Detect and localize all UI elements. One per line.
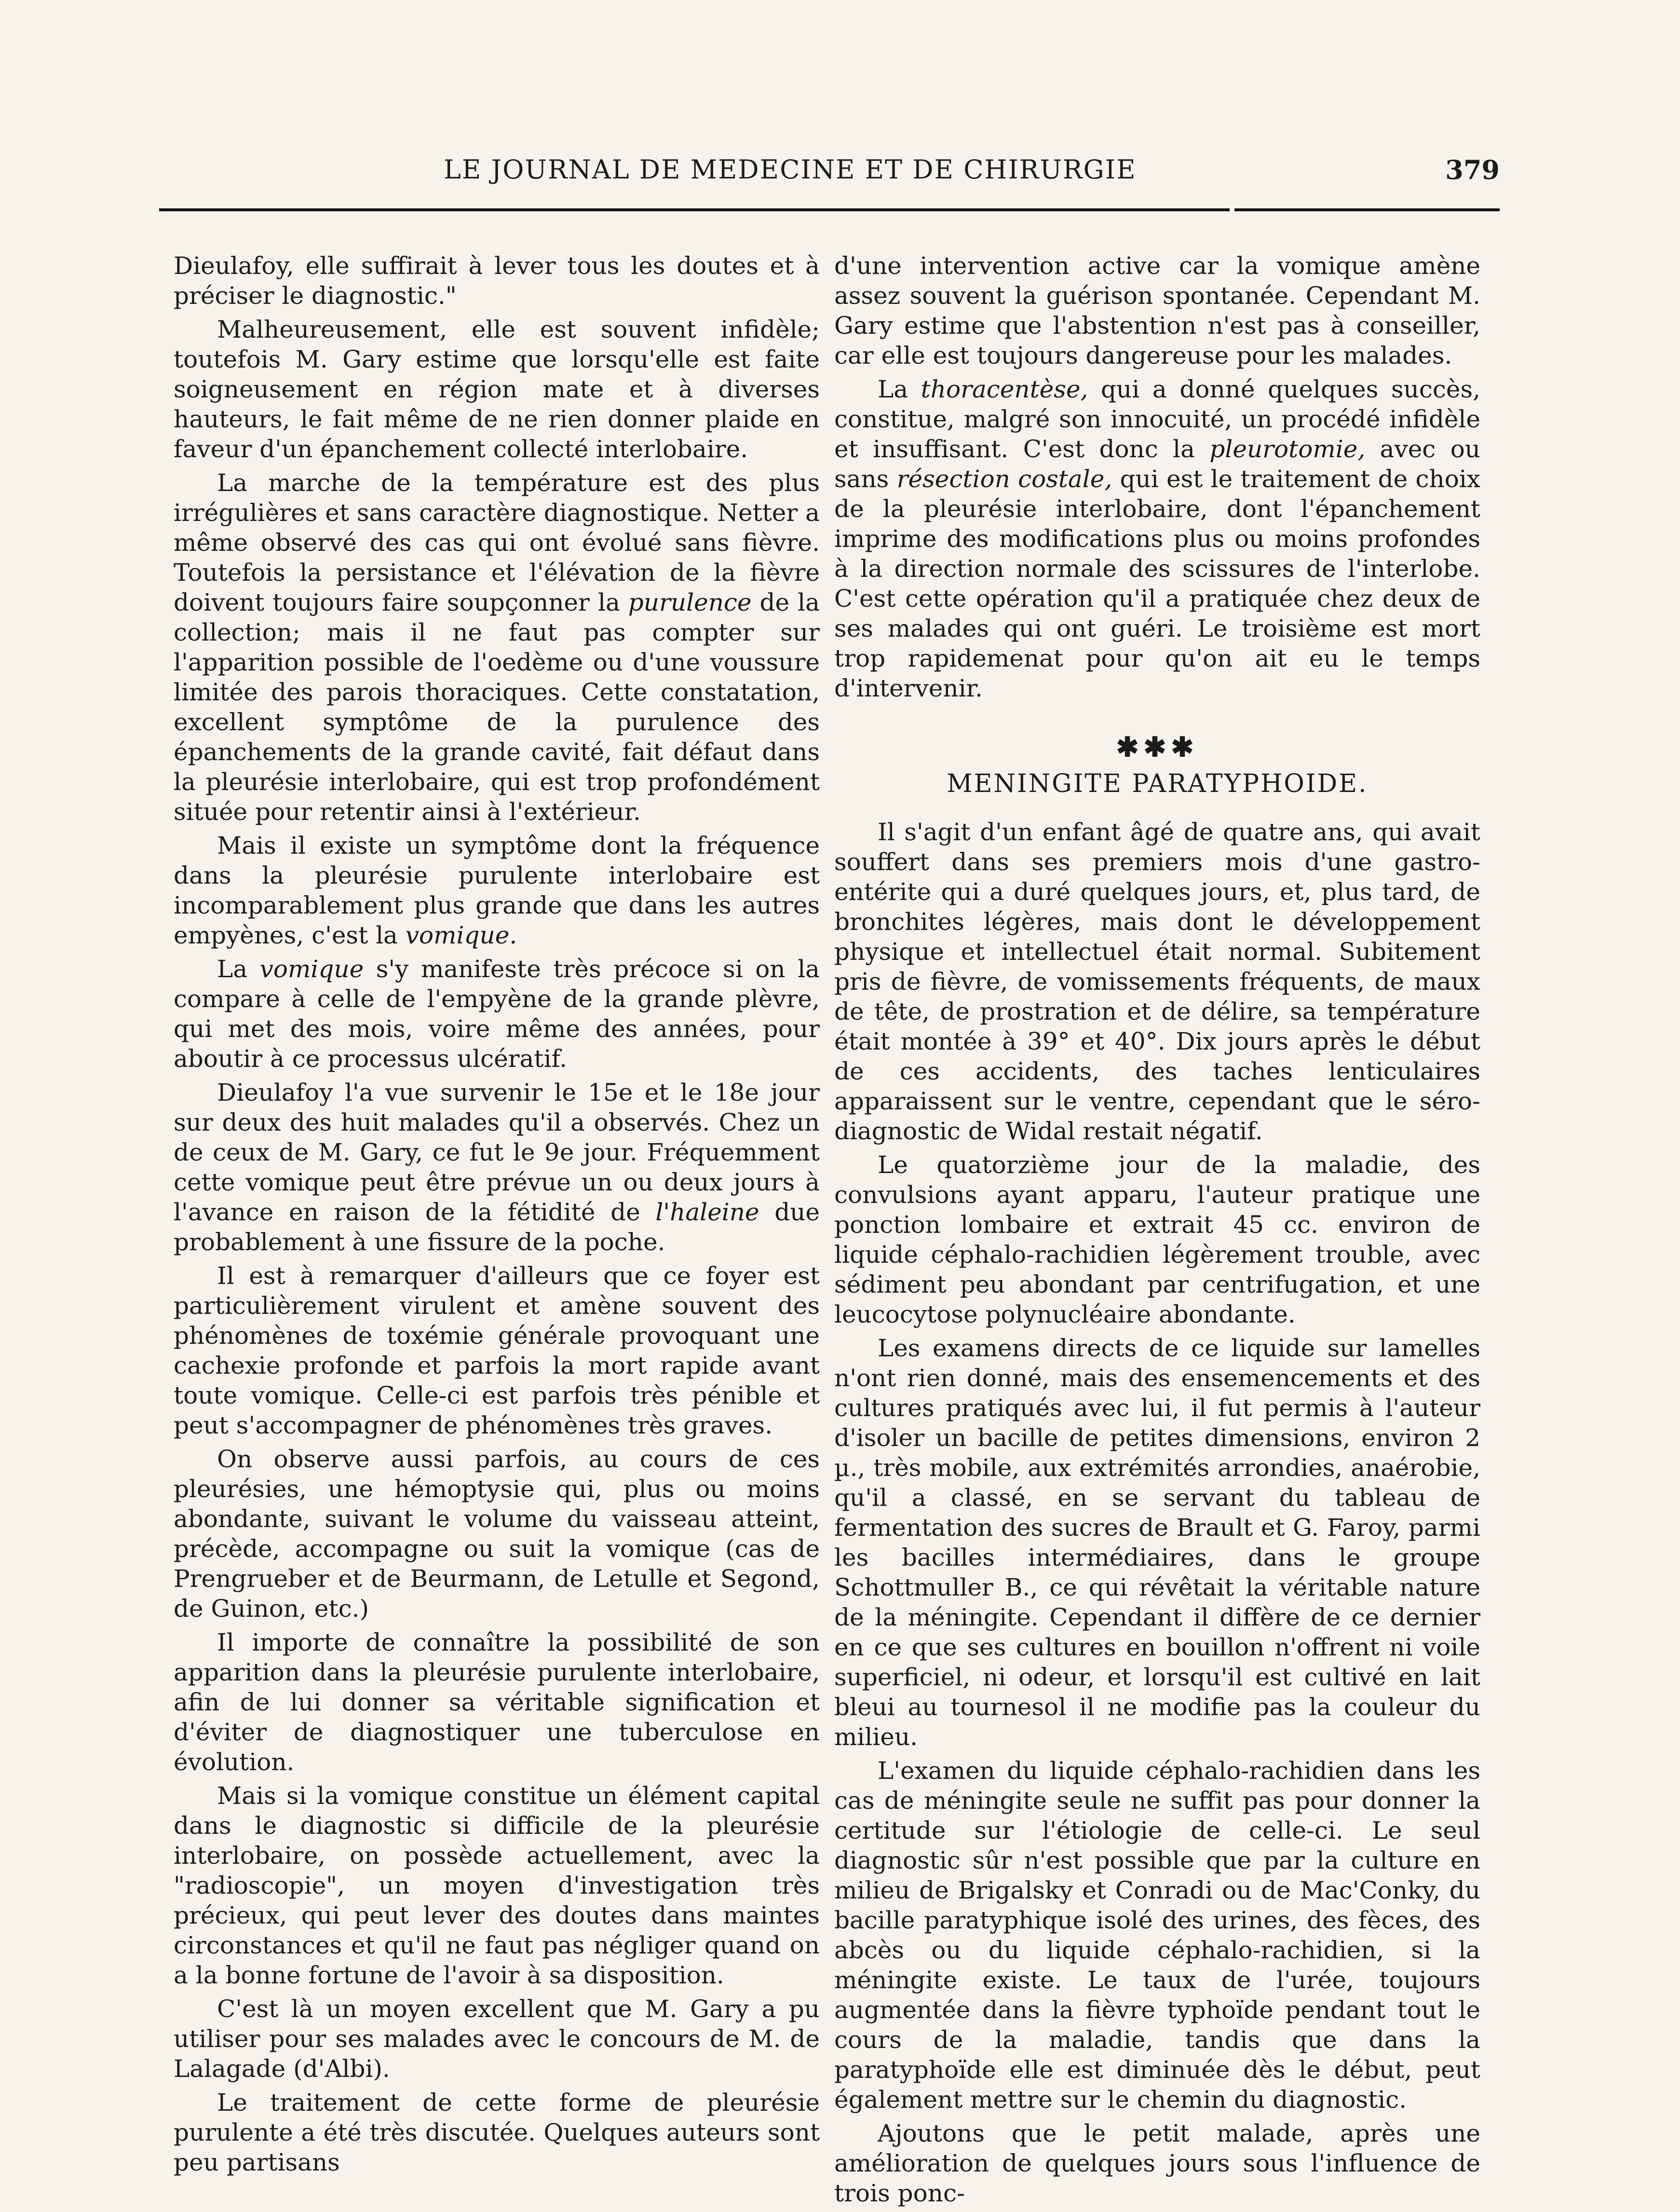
left-column <box>174 251 820 2181</box>
paragraph: On observe aussi parfois, au cours de ces pleurésies, une hémoptysie qui, plus ou moins abondante, suivant le volume du vaisseau atteint, précède, accompagne ou suit la vomique (cas de Prengrueber et de Beurmann, de Letulle et Segond, de Guinon, etc.) <box>174 1445 820 1623</box>
section-title: MENINGITE PARATYPHOIDE. <box>947 769 1368 798</box>
paragraph: Mais il existe un symptôme dont la fréquence dans la pleurésie purulente interlobaire est incomparablement plus grande que dans les autres empyènes, c'est la vomique. <box>174 832 820 949</box>
paragraph: Ajoutons que le petit malade, après une amélioration de quelques jours sous l'influence de trois ponc- <box>834 2119 1480 2207</box>
paragraph: Le traitement de cette forme de pleurésie purulente a été très discutée. Quelques auteurs sont peu partisans <box>174 2089 820 2176</box>
paragraph: Malheureusement, elle est souvent infidèle; toutefois M. Gary estime que lorsqu'elle est faite soigneusement en région mate et à diverses hauteurs, le fait même de ne rien donner plaide en faveur d'un épanchement collecté interlobaire. <box>174 315 820 463</box>
paragraph: Il importe de connaître la possibilité de son apparition dans la pleurésie purulente interlobaire, afin de lui donner sa véritable signification et d'éviter de diagnostiquer une tuberculose en évolution. <box>174 1628 820 1776</box>
paragraph: Dieulafoy l'a vue survenir le 15e et le 18e jour sur deux des huit malades qu'il a observés. Chez un de ceux de M. Gary, ce fut le 9e jour. Fréquemment cette vomique peut être prévue un ou deux jours à l'avance en raison de la fétidité de l'haleine due probablement à une fissure de la poche. <box>174 1079 820 1256</box>
paragraph: Le quatorzième jour de la maladie, des convulsions ayant apparu, l'auteur pratique une ponction lombaire et extrait 45 cc. environ de liquide céphalo-rachidien légèrement trouble, avec sédiment peu abondant par centrifugation, et une leucocytose polynucléaire abondante. <box>834 1151 1480 1328</box>
paragraph: La vomique s'y manifeste très précoce si on la compare à celle de l'empyène de la grande plèvre, qui met des mois, voire même des années, pour aboutir à ce processus ulcératif. <box>174 955 820 1073</box>
right-column <box>834 251 1480 2212</box>
journal-title: LE JOURNAL DE MEDECINE ET DE CHIRURGIE <box>444 154 1137 185</box>
header-rule-left <box>159 208 1230 211</box>
paragraph: L'examen du liquide céphalo-rachidien dans les cas de méningite seule ne suffit pas pour donner la certitude sur l'étiologie de celle-ci. Le seul diagnostic sûr n'est possible que par la culture en milieu de Brigalsky et Conradi ou de Mac'Conky, du bacille paratyphique isolé des urines, des fèces, des abcès ou du liquide céphalo-rachidien, si la méningite existe. Le taux de l'urée, toujours augmentée dans la fièvre typhoïde pendant tout le cours de la maladie, tandis que dans la paratyphoïde elle est diminuée dès le début, peut également mettre sur le chemin du diagnostic. <box>834 1757 1480 2114</box>
paragraph: La thoracentèse, qui a donné quelques succès, constitue, malgré son innocuité, un procédé infidèle et insuffisant. C'est donc la pleurotomie, avec ou sans résection costale, qui est le traitement de choix de la pleurésie interlobaire, dont l'épanchement imprime des modifications plus ou moins profondes à la direction normale des scissures de l'interlobe. C'est cette opération qu'il a pratiquée chez deux de ses malades qui ont guéri. Le troisième est mort trop rapidemenat pour qu'on ait eu le temps d'intervenir. <box>834 375 1481 702</box>
section-separator-stars: ✱✱✱ <box>1116 731 1199 763</box>
page-number: 379 <box>1445 154 1500 185</box>
paragraph: Il est à remarquer d'ailleurs que ce foyer est particulièrement virulent et amène souvent des phénomènes de toxémie générale provoquant une cachexie profonde et parfois la mort rapide avant toute vomique. Celle-ci est parfois très pénible et peut s'accompagner de phénomènes très graves. <box>174 1262 820 1439</box>
header-rule-right <box>1234 208 1500 211</box>
paragraph: La marche de la température est des plus irrégulières et sans caractère diagnostique. Netter a même observé des cas qui ont évolué sans fièvre. Toutefois la persistance et l'élévation de la fièvre doivent toujours faire soupçonner la purulence de la collection; mais il ne faut pas compter sur l'apparition possible de l'oedème ou d'une voussure limitée des parois thoraciques. Cette constatation, excellent symptôme de la purulence des épanchements de la grande cavité, fait défaut dans la pleurésie interlobaire, qui est trop profondément située pour retentir ainsi à l'extérieur. <box>174 469 820 826</box>
paragraph: Il s'agit d'un enfant âgé de quatre ans, qui avait souffert dans ses premiers mois d'une gastro-entérite qui a duré quelques jours, et, plus tard, de bronchites légères, mais dont le développement physique et intellectuel était normal. Subitement pris de fièvre, de vomissements fréquents, de maux de tête, de prostration et de délire, sa température était montée à 39° et 40°. Dix jours après le début de ces accidents, des taches lenticulaires apparaissent sur le ventre, cependant que le séro-diagnostic de Widal restait négatif. <box>834 818 1480 1145</box>
paragraph: C'est là un moyen excellent que M. Gary a pu utiliser pour ses malades avec le concours de M. de Lalagade (d'Albi). <box>174 1995 820 2083</box>
paragraph: Les examens directs de ce liquide sur lamelles n'ont rien donné, mais des ensemencements et des cultures pratiqués avec lui, il fut permis à l'auteur d'isoler un bacille de petites dimensions, environ 2 µ., très mobile, aux extrémités arrondies, anaérobie, qu'il a classé, en se servant du tableau de fermentation des sucres de Brault et G. Faroy, parmi les bacilles intermédiaires, dans le groupe Schottmuller B., ce qui révêtait la véritable nature de la méningite. Cependant il diffère de ce dernier en ce que ses cultures en bouillon n'offrent ni voile superficiel, ni odeur, et lorsqu'il est cultivé en lait bleui au tournesol il ne modifie pas la couleur du milieu. <box>834 1334 1480 1751</box>
paragraph: d'une intervention active car la vomique amène assez souvent la guérison spontanée. Cependant M. Gary estime que l'abstention n'est pas à conseiller, car elle est toujours dangereuse pour les malades. <box>834 252 1480 369</box>
paragraph: Dieulafoy, elle suffirait à lever tous les doutes et à préciser le diagnostic." <box>174 252 820 310</box>
paragraph: Mais si la vomique constitue un élément capital dans le diagnostic si difficile de la pleurésie interlobaire, on possède actuellement, avec la "radioscopie", un moyen d'investigation très précieux, qui peut lever des doutes dans maintes circonstances et qu'il ne faut pas négliger quand on a la bonne fortune de l'avoir à sa disposition. <box>174 1782 820 1989</box>
running-header <box>174 145 1500 198</box>
